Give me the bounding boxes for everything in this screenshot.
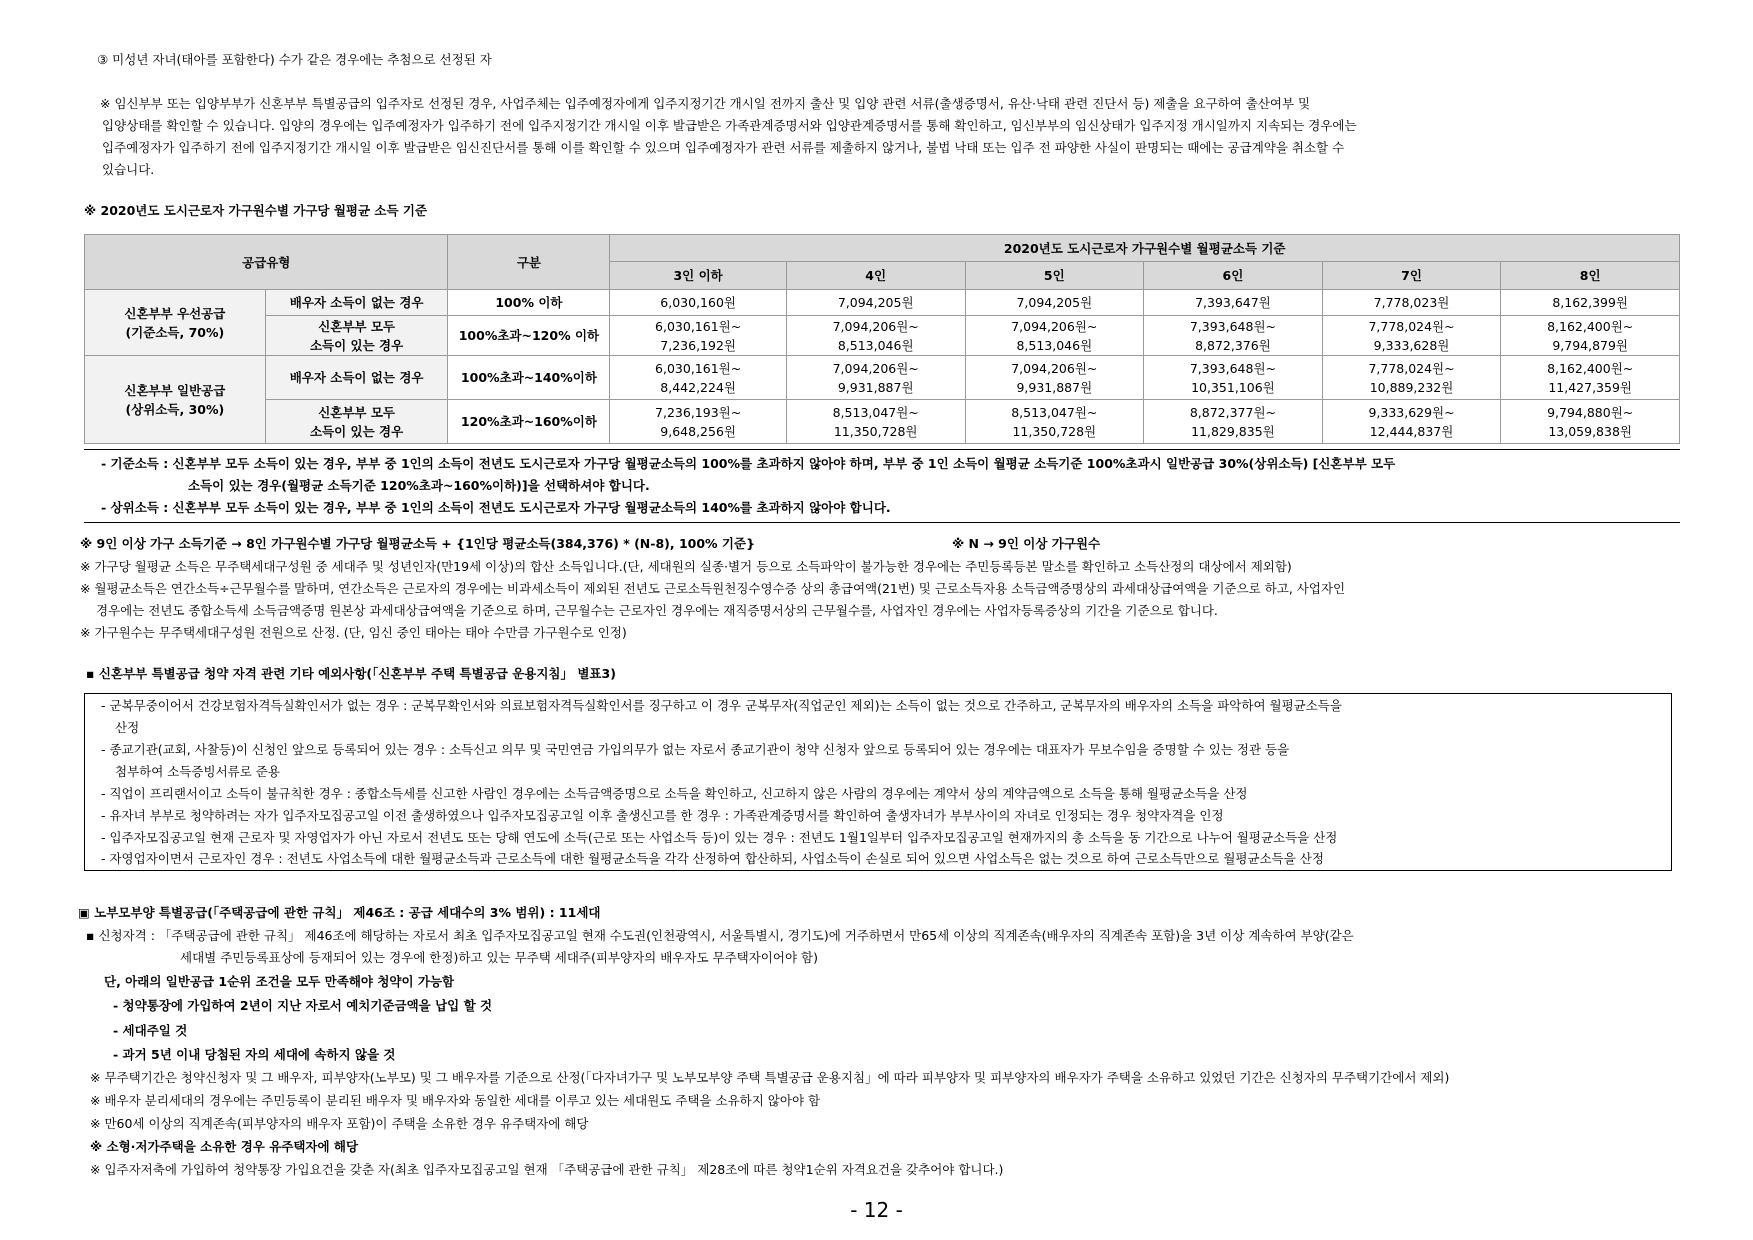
table-note-upper-income: - 상위소득 : 신혼부부 모두 소득이 있는 경우, 부부 중 1인의 소득이 전년도 도시근로자 가구당 월평균소득의 140%를 초과하지 않아야 합니다. <box>101 500 891 515</box>
elderly-condition-title: 단, 아래의 일반공급 1순위 조건을 모두 만족해야 청약이 가능함 <box>104 974 455 989</box>
header-size: 5인 <box>965 262 1144 290</box>
income-cell: 6,030,161원~ 8,442,224원 <box>610 356 787 400</box>
income-cell: 7,094,206원~ 8,513,046원 <box>786 316 965 356</box>
income-cell: 7,094,206원~ 9,931,887원 <box>965 356 1144 400</box>
header-income-group: 2020년도 도시근로자 가구원수별 월평균소득 기준 <box>610 235 1680 262</box>
income-cell: 6,030,161원~ 7,236,192원 <box>610 316 787 356</box>
elderly-condition: - 과거 5년 이내 당첨된 자의 세대에 속하지 않을 것 <box>113 1047 396 1062</box>
note-line: 있습니다. <box>102 162 155 177</box>
income-cell: 7,393,647원 <box>1144 290 1323 316</box>
exception-item-cont: 첨부하여 소득증빙서류로 준용 <box>115 764 280 779</box>
exception-item: - 종교기관(교회, 사찰등)이 신청인 앞으로 등록되어 있는 경우 : 소득신고 의무 및 국민연금 가입의무가 없는 자로서 종교기관이 청약 신청자 앞으로 등록되어 있는 경우에는 대표자가 무보수임을 증명할 수 있는 정관 등을 <box>101 742 1290 757</box>
header-size: 6인 <box>1144 262 1323 290</box>
selection-criterion-3: ③ 미성년 자녀(태아를 포함한다) 수가 같은 경우에는 추첨으로 선정된 자 <box>97 52 492 67</box>
range-cell: 120%초과~160%이하 <box>448 400 610 444</box>
income-table-title: ※ 2020년도 도시근로자 가구원수별 가구당 월평균 소득 기준 <box>84 203 428 218</box>
income-cell: 6,030,160원 <box>610 290 787 316</box>
income-cell: 7,094,206원~ 9,931,887원 <box>786 356 965 400</box>
calc-note: 경우에는 전년도 종합소득세 소득금액증명 원본상 과세대상급여액을 기준으로 하며, 근무월수는 근로자인 경우에는 재직증명서상의 근무월수를, 사업자인 경우에는 사업자등록증상의 기간을 기준으로 합니다. <box>96 603 1218 618</box>
table-notes-bottom-rule <box>84 522 1680 523</box>
exception-item: - 유자녀 부부로 청약하려는 자가 입주자모집공고일 이전 출생하였으나 입주자모집공고일 이후 출생신고를 한 경우 : 가족관계증명서를 확인하여 출생자녀가 부부사이의 자녀로 인정되는 경우 청약자격을 인정 <box>101 808 1224 823</box>
elderly-condition: - 세대주일 것 <box>113 1023 188 1038</box>
income-cell: 8,513,047원~ 11,350,728원 <box>786 400 965 444</box>
condition-cell: 신혼부부 모두 소득이 있는 경우 <box>265 316 448 356</box>
income-cell: 7,778,024원~ 10,889,232원 <box>1322 356 1501 400</box>
elderly-section-title: ▣ 노부모부양 특별공급(「주택공급에 관한 규칙」 제46조 : 공급 세대수의 3% 범위) : 11세대 <box>78 905 601 920</box>
calc-note: ※ 가구원수는 무주택세대구성원 전원으로 산정. (단, 임신 중인 태아는 태아 수만큼 가구원수로 인정) <box>80 625 627 640</box>
table-row <box>85 290 1680 316</box>
income-cell: 7,393,648원~ 8,872,376원 <box>1144 316 1323 356</box>
condition-cell: 배우자 소득이 없는 경우 <box>265 290 448 316</box>
note-line: 입양상태를 확인할 수 있습니다. 입양의 경우에는 입주예정자가 입주하기 전에 입주지정기간 개시일 이후 발급받은 가족관계증명서와 입양관계증명서를 통해 확인하고, 임신부부의 임신상태가 입주지정 개시일까지 지속되는 경우에는 <box>102 118 1357 133</box>
income-cell: 8,513,047원~ 11,350,728원 <box>965 400 1144 444</box>
income-cell: 8,162,399원 <box>1501 290 1680 316</box>
nine-plus-formula-n: ※ N → 9인 이상 가구원수 <box>952 536 1101 551</box>
income-cell: 7,094,206원~ 8,513,046원 <box>965 316 1144 356</box>
calc-note: ※ 가구당 월평균 소득은 무주택세대구성원 중 세대주 및 성년인자(만19세 이상)의 합산 소득입니다.(단, 세대원의 실종·별거 등으로 소득파악이 불가능한 경우에는 주민등록등본 말소를 확인하고 소득산정의 대상에서 제외함) <box>80 559 1292 574</box>
group-name-general: 신혼부부 일반공급 (상위소득, 30%) <box>85 356 266 444</box>
income-cell: 7,236,193원~ 9,648,256원 <box>610 400 787 444</box>
elderly-qualification: ▪ 신청자격 : 「주택공급에 관한 규칙」 제46조에 해당하는 자로서 최초 입주자모집공고일 현재 수도권(인천광역시, 서울특별시, 경기도)에 거주하면서 만65세 이상의 직계존속(배우자의 직계존속 포함)을 3년 이상 계속하여 부양(같은 <box>86 928 1354 943</box>
group-name-priority: 신혼부부 우선공급 (기준소득, 70%) <box>85 290 266 356</box>
income-cell: 7,778,024원~ 9,333,628원 <box>1322 316 1501 356</box>
elderly-qualification-cont: 세대별 주민등록표상에 등재되어 있는 경우에 한정)하고 있는 무주택 세대주(피부양자의 배우자도 무주택자이어야 함) <box>180 950 818 965</box>
income-cell: 7,094,205원 <box>786 290 965 316</box>
income-cell: 9,794,880원~ 13,059,838원 <box>1501 400 1680 444</box>
header-category: 구분 <box>448 235 610 290</box>
income-standard-table <box>84 234 1680 444</box>
note-line: 입주예정자가 입주하기 전에 입주지정기간 개시일 이후 발급받은 임신진단서를 통해 이를 확인할 수 있으며 입주예정자가 관련 서류를 제출하지 않거나, 불법 낙태 또는 입주 전 파양한 사실이 판명되는 때에는 공급계약을 취소할 수 <box>102 140 1345 155</box>
exceptions-title: ▪ 신혼부부 특별공급 청약 자격 관련 기타 예외사항(「신혼부부 주택 특별공급 운용지침」 별표3) <box>86 666 616 681</box>
elderly-note: ※ 무주택기간은 청약신청자 및 그 배우자, 피부양자(노부모) 및 그 배우자를 기준으로 산정(「다자녀가구 및 노부모부양 주택 특별공급 운용지침」에 따라 피부양자 및 피부양자의 배우자가 주택을 소유하고 있었던 기간은 신청자의 무주택기간에서 제외) <box>90 1070 1450 1085</box>
elderly-condition: - 청약통장에 가입하여 2년이 지난 자로서 예치기준금액을 납입 할 것 <box>113 998 493 1013</box>
elderly-note: ※ 배우자 분리세대의 경우에는 주민등록이 분리된 배우자 및 배우자와 동일한 세대를 이루고 있는 세대원도 주택을 소유하지 않아야 함 <box>90 1093 821 1108</box>
page-number: - 12 - <box>850 1198 903 1222</box>
header-size: 4인 <box>786 262 965 290</box>
exception-item: - 자영업자이면서 근로자인 경우 : 전년도 사업소득에 대한 월평균소득과 근로소득에 대한 월평균소득을 각각 산정하여 합산하되, 사업소득이 손실로 되어 있으면 사업소득은 없는 것으로 하여 근로소득만으로 월평균소득을 산정 <box>101 851 1324 866</box>
income-cell: 8,162,400원~ 9,794,879원 <box>1501 316 1680 356</box>
range-cell: 100% 이하 <box>448 290 610 316</box>
elderly-note: ※ 소형·저가주택을 소유한 경우 유주택자에 해당 <box>90 1139 359 1154</box>
header-size: 8인 <box>1501 262 1680 290</box>
pregnancy-adoption-note <box>100 93 1680 181</box>
calc-note: ※ 월평균소득은 연간소득÷근무월수를 말하며, 연간소득은 근로자의 경우에는 비과세소득이 제외된 전년도 근로소득원천징수영수증 상의 총급여액(21번) 및 근로소득자용 소득금액증명상의 과세대상급여액을 기준으로 하고, 사업자인 <box>80 581 1346 596</box>
header-size: 3인 이하 <box>610 262 787 290</box>
income-cell: 8,162,400원~ 11,427,359원 <box>1501 356 1680 400</box>
exception-item: - 입주자모집공고일 현재 근로자 및 자영업자가 아닌 자로서 전년도 또는 당해 연도에 소득(근로 또는 사업소득 등)이 있는 경우 : 전년도 1월1일부터 입주자모집공고일 현재까지의 총 소득을 동 기간으로 나누어 월평균소득을 산정 <box>101 830 1338 845</box>
range-cell: 100%초과~140%이하 <box>448 356 610 400</box>
table-row <box>85 316 1680 356</box>
elderly-note: ※ 입주자저축에 가입하여 청약통장 가입요건을 갖춘 자(최초 입주자모집공고일 현재 「주택공급에 관한 규칙」 제28조에 따른 청약1순위 자격요건을 갖추어야 합니다.) <box>90 1162 1004 1177</box>
income-cell: 7,094,205원 <box>965 290 1144 316</box>
income-cell: 7,393,648원~ 10,351,106원 <box>1144 356 1323 400</box>
table-note-base-income-cont: 소득이 있는 경우(월평균 소득기준 120%초과~160%이하)]을 선택하셔야 합니다. <box>188 478 650 493</box>
table-notes-top-rule <box>84 449 1680 450</box>
income-cell: 8,872,377원~ 11,829,835원 <box>1144 400 1323 444</box>
income-cell: 9,333,629원~ 12,444,837원 <box>1322 400 1501 444</box>
table-note-base-income: - 기준소득 : 신혼부부 모두 소득이 있는 경우, 부부 중 1인의 소득이 전년도 도시근로자 가구당 월평균소득의 100%를 초과하지 않아야 하며, 부부 중 1인 소득이 월평균 소득기준 100%초과시 일반공급 30%(상위소득) [신혼부부 모두 <box>101 456 1396 471</box>
exceptions-box <box>84 693 1672 871</box>
nine-plus-formula: ※ 9인 이상 가구 소득기준 → 8인 가구원수별 가구당 월평균소득 + {1인당 평균소득(384,376) * (N-8), 100% 기준} <box>80 536 755 551</box>
table-row <box>85 356 1680 400</box>
table-row <box>85 400 1680 444</box>
range-cell: 100%초과~120% 이하 <box>448 316 610 356</box>
elderly-note: ※ 만60세 이상의 직계존속(피부양자의 배우자 포함)이 주택을 소유한 경우 유주택자에 해당 <box>90 1116 589 1131</box>
exception-item-cont: 산정 <box>115 720 140 735</box>
note-line: ※ 임신부부 또는 입양부부가 신혼부부 특별공급의 입주자로 선정된 경우, 사업주체는 입주예정자에게 입주지정기간 개시일 전까지 출산 및 입양 관련 서류(출생증명서, 유산·낙태 관련 진단서 등) 제출을 요구하여 출산여부 및 <box>100 96 1311 111</box>
condition-cell: 신혼부부 모두 소득이 있는 경우 <box>265 400 448 444</box>
income-cell: 7,778,023원 <box>1322 290 1501 316</box>
header-supply-type: 공급유형 <box>85 235 448 290</box>
condition-cell: 배우자 소득이 없는 경우 <box>265 356 448 400</box>
exception-item: - 직업이 프리랜서이고 소득이 불규칙한 경우 : 종합소득세를 신고한 사람인 경우에는 소득금액증명으로 소득을 확인하고, 신고하지 않은 사람의 경우에는 계약서 상의 계약금액으로 소득을 통해 월평균소득을 산정 <box>101 786 1248 801</box>
exception-item: - 군복무중이어서 건강보험자격득실확인서가 없는 경우 : 군복무확인서와 의료보험자격득실확인서를 징구하고 이 경우 군복무자(직업군인 제외)는 소득이 없는 것으로 간주하고, 군복무자의 배우자의 소득을 파악하여 월평균소득을 <box>101 698 1342 713</box>
header-size: 7인 <box>1322 262 1501 290</box>
